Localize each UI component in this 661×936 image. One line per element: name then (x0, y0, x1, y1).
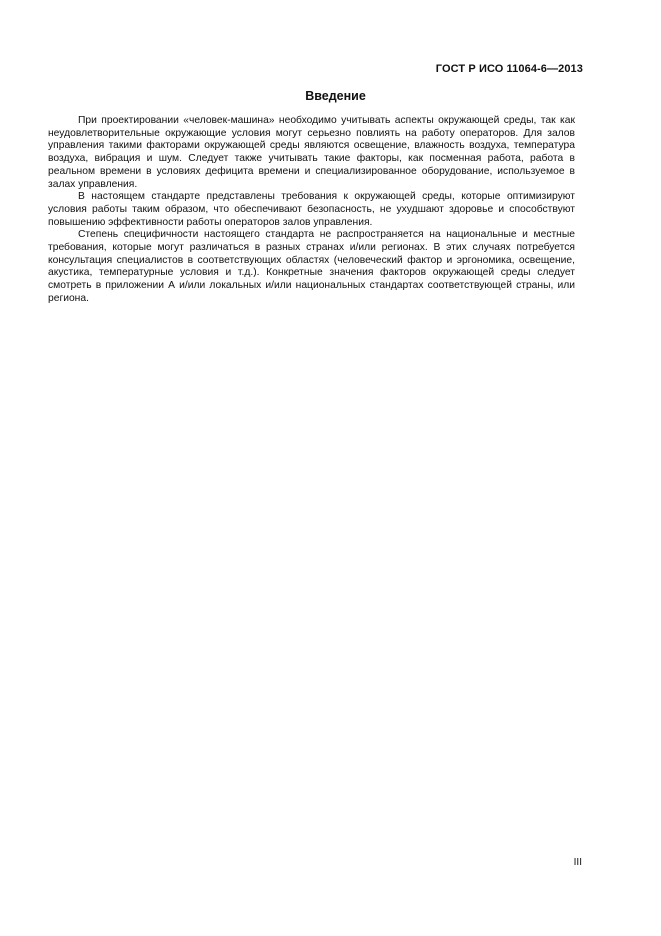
section-title: Введение (305, 89, 366, 103)
paragraph-2: В настоящем стандарте представлены требования к окружающей среды, которые оптимизируют условия работы таким образом, что обеспечивают безопасность, не ухудшают здоровье и способствуют повышению эффективности работы операторов залов управления. (48, 191, 575, 228)
standard-code: ГОСТ Р ИСО 11064-6—2013 (435, 63, 583, 75)
section-body (48, 115, 575, 306)
paragraph-1: При проектировании «человек-машина» необходимо учитывать аспекты окружающей среды, так как неудовлетворительные окружающие условия могут серьезно повлиять на работу операторов. Для залов управления такими факторами окружающей среды являются освещение, влажность воздуха, температура воздуха, вибрация и шум. Следует также учитывать такие факторы, как посменная работа, работа в реальном времени в условиях дефицита времени и специализированное оборудование, используемое в залах управления. (48, 115, 575, 190)
page-number: III (573, 857, 582, 868)
paragraph-3: Степень специфичности настоящего стандарта не распространяется на национальные и местные требования, которые могут различаться в разных странах и/или регионах. В этих случаях потребуется консультация специалистов в соответствующих областях (человеческий фактор и эргономика, освещение, акустика, температурные условия и т.д.). Конкретные значения факторов окружающей среды следует смотреть в приложении А и/или локальных и/или национальных стандартах соответствующей страны, или региона. (48, 229, 575, 304)
